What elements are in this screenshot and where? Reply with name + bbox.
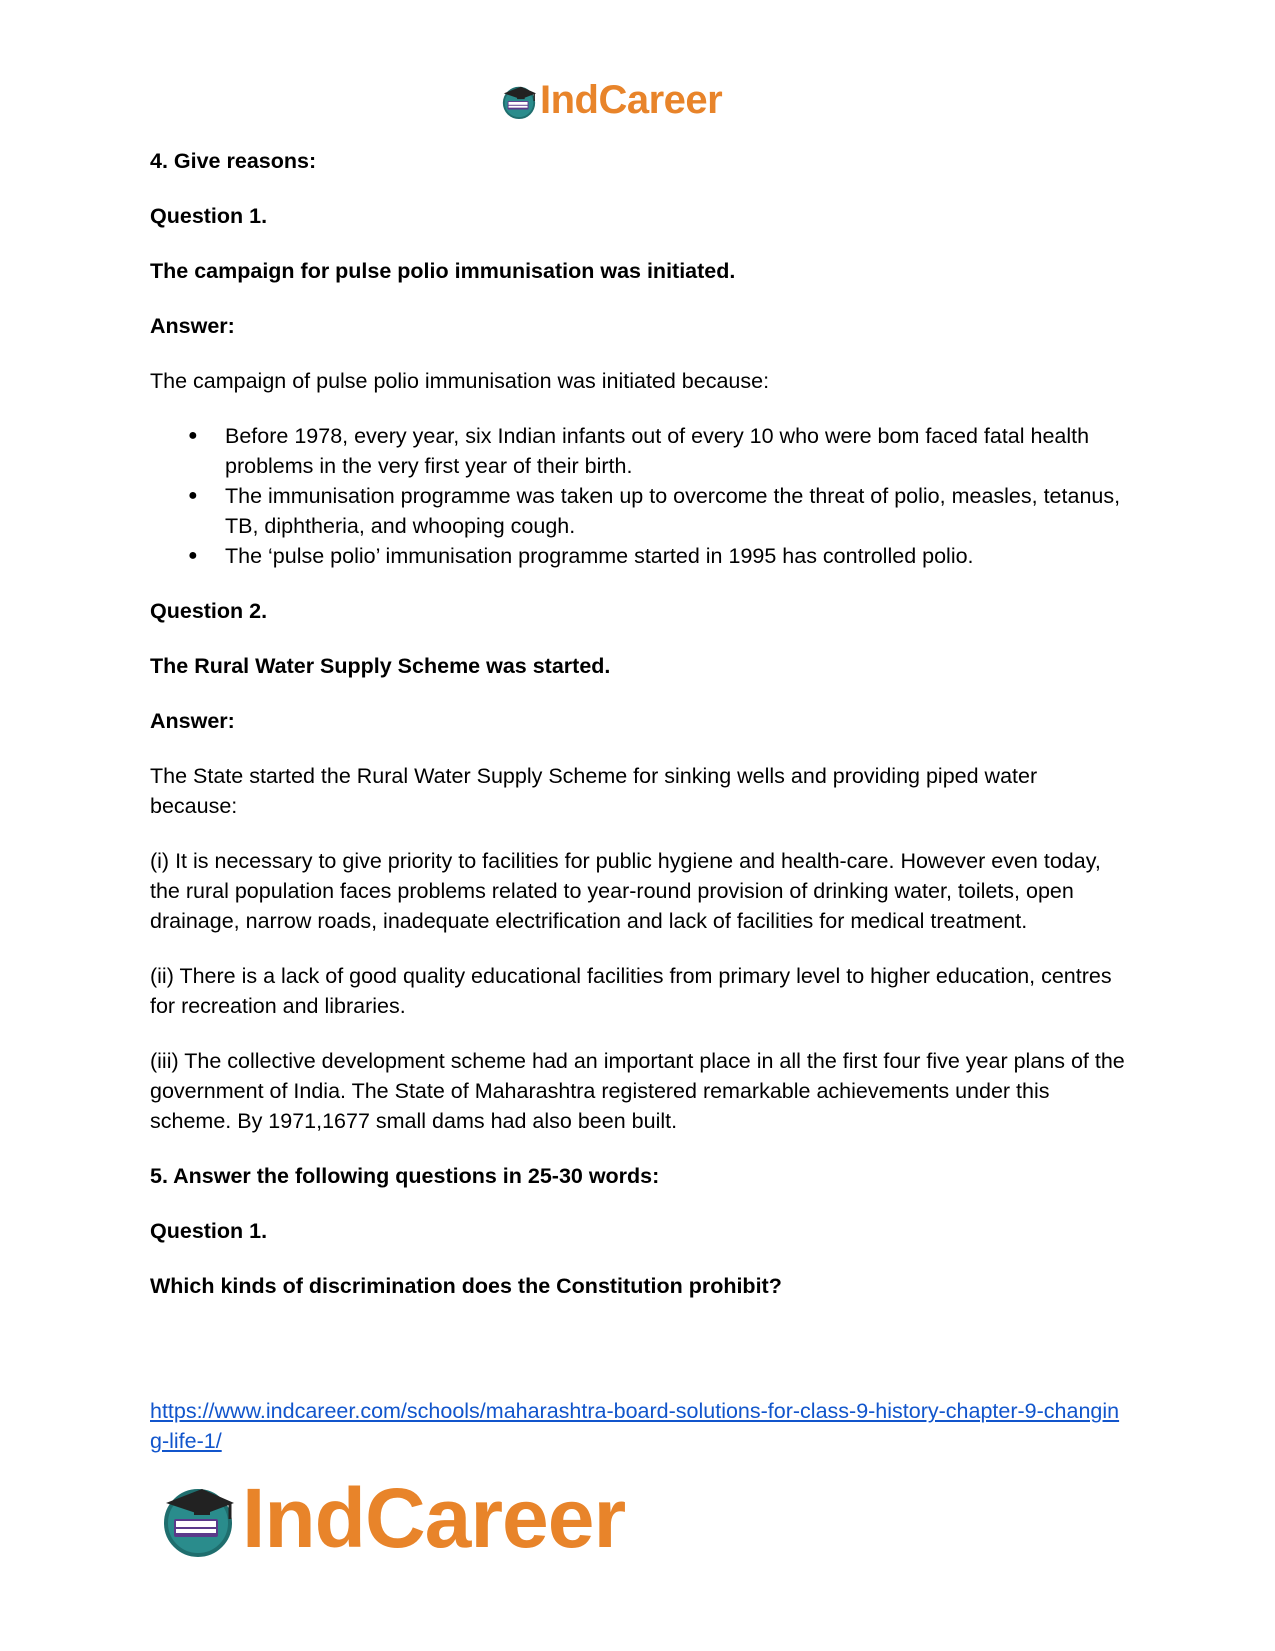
answer-paragraph: (ii) There is a lack of good quality educational facilities from primary level to higher education, centres for recreation and libraries. xyxy=(150,964,1112,1018)
question-text: The campaign for pulse polio immunisation was initiated. xyxy=(150,259,736,283)
answer-label: Answer: xyxy=(150,314,235,338)
answer-intro: The State started the Rural Water Supply Scheme for sinking wells and providing piped water because: xyxy=(150,764,1038,818)
logo-wordmark: IndCareer xyxy=(540,78,723,122)
footer-logo xyxy=(158,1470,625,1567)
list-item xyxy=(150,541,1130,571)
list-item-text: The immunisation programme was taken up to overcome the threat of polio, measles, tetanus, TB, diphtheria, and whooping cough. xyxy=(225,484,1121,538)
list-item-text: The ‘pulse polio’ immunisation programme started in 1995 has controlled polio. xyxy=(225,544,974,568)
graduation-cap-book-globe-icon xyxy=(500,82,538,120)
graduation-cap-book-globe-icon xyxy=(158,1479,238,1559)
answer-label: Answer: xyxy=(150,709,235,733)
bullet-icon: ● xyxy=(188,487,198,504)
answer-intro: The campaign of pulse polio immunisation was initiated because: xyxy=(150,369,770,393)
bullet-icon: ● xyxy=(188,427,198,444)
list-item-text: Before 1978, every year, six Indian infants out of every 10 who were bom faced fatal health problems in the very first year of their birth. xyxy=(225,424,1090,478)
header-logo xyxy=(500,78,722,123)
document-body xyxy=(150,146,1130,1326)
bullet-icon: ● xyxy=(188,547,198,564)
section-heading: 4. Give reasons: xyxy=(150,149,317,173)
list-item xyxy=(150,481,1130,541)
answer-paragraph: (i) It is necessary to give priority to facilities for public hygiene and health-care. However even today, the rural population faces problems related to year-round provision of drinking water, toilets, open drainage, narrow roads, inadequate electrification and lack of facilities for medical treatment. xyxy=(150,849,1101,933)
question-text: The Rural Water Supply Scheme was started. xyxy=(150,654,611,678)
source-link[interactable]: https://www.indcareer.com/schools/maharashtra-board-solutions-for-class-9-history-chapter-9-changing-life-1/ xyxy=(150,1399,1120,1453)
question-label: Question 2. xyxy=(150,599,268,623)
answer-bullet-list xyxy=(150,421,1130,571)
section-heading: 5. Answer the following questions in 25-30 words: xyxy=(150,1164,660,1188)
question-label: Question 1. xyxy=(150,1219,268,1243)
answer-paragraph: (iii) The collective development scheme had an important place in all the first four five year plans of the government of India. The State of Maharashtra registered remarkable achievements under this scheme. By 1971,1677 small dams had also been built. xyxy=(150,1049,1125,1133)
question-label: Question 1. xyxy=(150,204,268,228)
list-item xyxy=(150,421,1130,481)
logo-wordmark: IndCareer xyxy=(242,1471,626,1565)
question-text: Which kinds of discrimination does the Constitution prohibit? xyxy=(150,1274,782,1298)
